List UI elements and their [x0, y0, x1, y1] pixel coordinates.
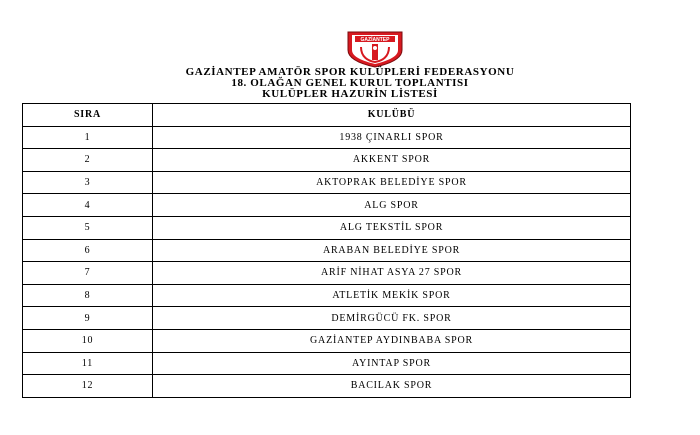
club-name: ALG SPOR — [153, 194, 631, 217]
table-row — [23, 239, 631, 262]
club-name: AKTOPRAK BELEDİYE SPOR — [153, 171, 631, 194]
table-row — [23, 194, 631, 217]
club-name: GAZİANTEP AYDINBABA SPOR — [153, 329, 631, 352]
table-row — [23, 171, 631, 194]
row-number: 9 — [23, 307, 153, 330]
column-header-no: SIRA — [23, 104, 153, 127]
table-row — [23, 307, 631, 330]
header-title-line1: GAZİANTEP AMATÖR SPOR KULÜPLERİ FEDERASYONU — [185, 66, 515, 78]
club-name: ALG TEKSTİL SPOR — [153, 216, 631, 239]
table-row — [23, 262, 631, 285]
club-name: AKKENT SPOR — [153, 149, 631, 172]
row-number: 4 — [23, 194, 153, 217]
table-body — [23, 126, 631, 397]
column-header-club: KULÜBÜ — [153, 104, 631, 127]
club-name: ARABAN BELEDİYE SPOR — [153, 239, 631, 262]
row-number: 12 — [23, 375, 153, 398]
table-row — [23, 216, 631, 239]
table-row — [23, 352, 631, 375]
club-name: 1938 ÇINARLI SPOR — [153, 126, 631, 149]
row-number: 1 — [23, 126, 153, 149]
table-row — [23, 149, 631, 172]
table-row — [23, 329, 631, 352]
federation-logo — [345, 30, 405, 68]
club-name: ATLETİK MEKİK SPOR — [153, 284, 631, 307]
logo-text: GAZİANTEP — [360, 37, 390, 43]
row-number: 5 — [23, 216, 153, 239]
header-title-line2: 18. OLAĞAN GENEL KURUL TOPLANTISI — [231, 77, 469, 89]
club-name: AYINTAP SPOR — [153, 352, 631, 375]
club-name: BACILAK SPOR — [153, 375, 631, 398]
table-row — [23, 375, 631, 398]
club-list-table — [22, 103, 631, 398]
club-name: ARİF NİHAT ASYA 27 SPOR — [153, 262, 631, 285]
row-number: 10 — [23, 329, 153, 352]
row-number: 3 — [23, 171, 153, 194]
row-number: 11 — [23, 352, 153, 375]
row-number: 8 — [23, 284, 153, 307]
table-header-row — [23, 104, 631, 127]
header-title-line3: KULÜPLER HAZURİN LİSTESİ — [262, 88, 438, 100]
row-number: 6 — [23, 239, 153, 262]
table-row — [23, 126, 631, 149]
table-row — [23, 284, 631, 307]
row-number: 7 — [23, 262, 153, 285]
row-number: 2 — [23, 149, 153, 172]
club-name: DEMİRGÜCÜ FK. SPOR — [153, 307, 631, 330]
